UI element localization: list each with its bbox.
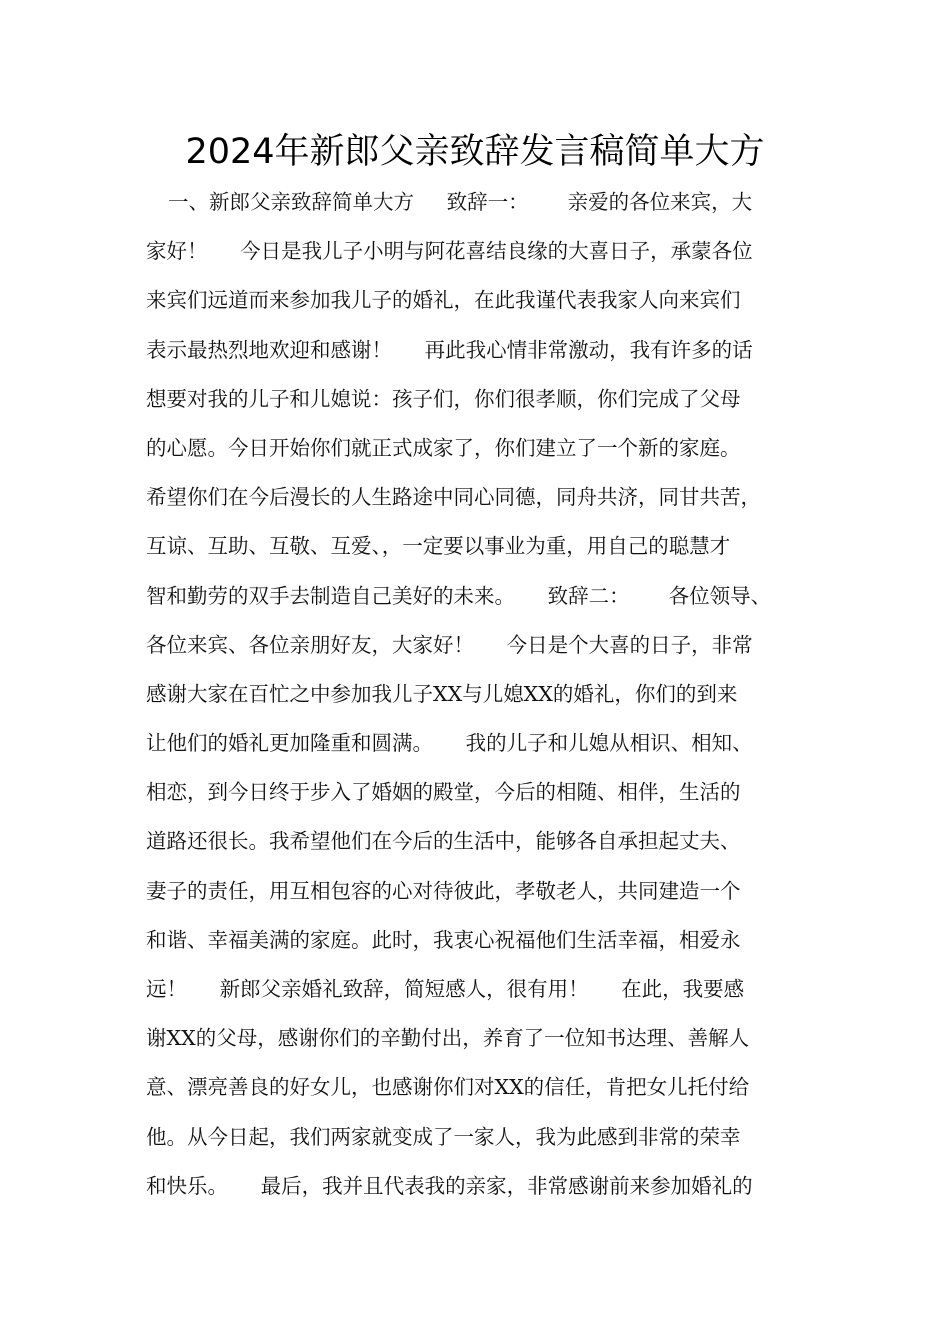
body-line: 道路还很长。我希望他们在今后的生活中，能够各自承担起丈夫、 (146, 829, 741, 854)
body-line: 谢XX的父母，感谢你们的辛勤付出，养育了一位知书达理、善解人 (146, 1026, 750, 1051)
body-line: 感谢大家在百忙之中参加我儿子XX与儿媳XX的婚礼，你们的到来 (146, 681, 738, 706)
body-line: 妻子的责任，用互相包容的心对待彼此，孝敬老人，共同建造一个 (146, 878, 741, 903)
body-line: 一、新郎父亲致辞简单大方 致辞一： 亲爱的各位来宾，大 (168, 190, 753, 214)
body-line: 来宾们远道而来参加我儿子的婚礼，在此我谨代表我家人向来宾们 (146, 288, 741, 313)
body-line: 表示最热烈地欢迎和感谢！ 再此我心情非常激动，我有许多的话 (146, 337, 753, 362)
body-line: 各位来宾、各位亲朋好友，大家好！ 今日是个大喜的日子，非常 (146, 632, 753, 657)
body-line: 和快乐。 最后，我并且代表我的亲家，非常感谢前来参加婚礼的 (146, 1173, 753, 1198)
body-line: 和谐、幸福美满的家庭。此时，我衷心祝福他们生活幸福，相爱永 (146, 927, 741, 952)
body-line: 远！ 新郎父亲婚礼致辞，简短感人，很有用！ 在此，我要感 (146, 977, 745, 1001)
document-body (146, 178, 826, 1211)
body-line: 想要对我的儿子和儿媳说：孩子们，你们很孝顺，你们完成了父母 (146, 386, 741, 411)
document-title: 2024年新郎父亲致辞发言稿简单大方 (185, 132, 765, 172)
body-line: 智和勤劳的双手去制造自己美好的未来。 致辞二： 各位领导、 (146, 583, 772, 608)
body-line: 的心愿。今日开始你们就正式成家了，你们建立了一个新的家庭。 (146, 435, 741, 460)
body-line: 家好！ 今日是我儿子小明与阿花喜结良缘的大喜日子，承蒙各位 (146, 239, 753, 264)
body-line: 互谅、互助、互敬、互爱、，一定要以事业为重，用自己的聪慧才 (146, 534, 731, 559)
body-line: 让他们的婚礼更加隆重和圆满。 我的儿子和儿媳从相识、相知、 (146, 731, 753, 756)
body-line: 意、漂亮善良的好女儿，也感谢你们对XX的信任，肯把女儿托付给 (146, 1075, 750, 1100)
body-line: 他。从今日起，我们两家就变成了一家人，我为此感到非常的荣幸 (146, 1124, 741, 1149)
body-line: 希望你们在今后漫长的人生路途中同心同德，同舟共济，同甘共苦， (146, 485, 761, 510)
body-line: 相恋，到今日终于步入了婚姻的殿堂，今后的相随、相伴，生活的 (146, 780, 741, 805)
